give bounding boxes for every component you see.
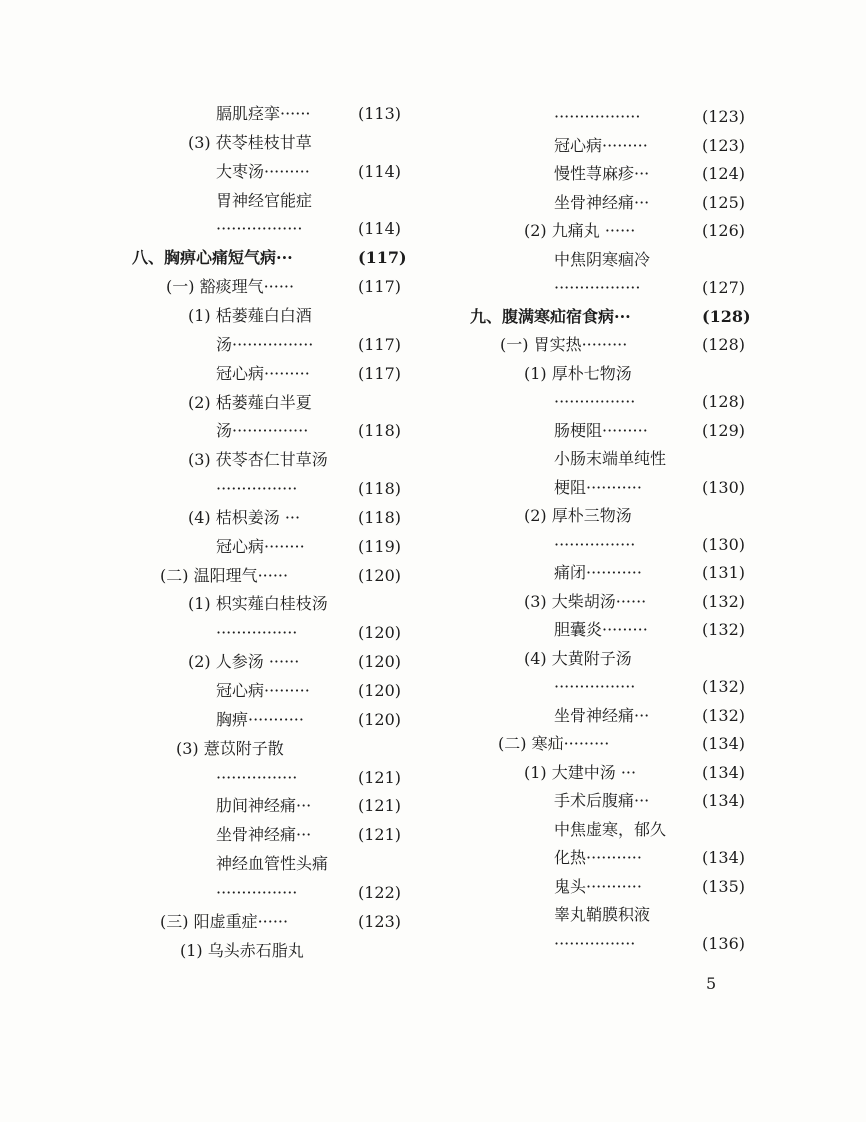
toc-entry [0,475,430,503]
toc-entry [430,189,866,217]
toc-entry [430,616,866,644]
toc-entry-page: (117) [358,248,407,268]
toc-entry [0,562,430,590]
toc-entry-page: (124) [702,164,746,183]
toc-entry [0,302,430,330]
toc-entry [0,158,430,186]
toc-entry [430,816,866,844]
toc-entry-title: (2) 厚朴三物汤 [524,506,632,525]
toc-entry-page: (128) [702,306,751,326]
toc-entry-title: ················ [216,882,298,902]
toc-entry-title: 大枣汤········· [216,161,310,181]
toc-entry-page: (128) [702,392,746,411]
toc-entry-title: 九、腹满寒疝宿食病··· [470,306,631,326]
toc-entry-title: (3) 薏苡附子散 [176,738,284,758]
toc-entry-page: (117) [358,363,402,383]
toc-entry-title: (2) 九痛丸 ······ [524,221,636,240]
toc-entry-page: (129) [702,420,746,440]
toc-entry-title: 坐骨神经痛··· [554,192,650,212]
toc-entry-title: 鬼头··········· [554,876,642,896]
toc-entry [430,132,866,160]
toc-entry-title: 梗阻··········· [554,477,642,497]
toc-entry-page: (114) [358,219,402,239]
toc-entry-page: (118) [358,421,402,441]
toc-entry-title: ················ [554,933,636,953]
toc-entry [430,160,866,188]
toc-entry-title: ················· [554,107,641,126]
toc-entry-page: (123) [702,107,746,126]
toc-entry-title: (二) 寒疝········· [498,734,610,753]
toc-entry-title: 痛闭··········· [554,563,642,582]
toc-entry [0,792,430,820]
toc-entry [430,787,866,815]
toc-entry [430,559,866,587]
toc-entry [0,908,430,936]
toc-entry-title: 神经血管性头痛 [216,854,329,874]
toc-entry-page: (113) [358,104,402,123]
toc-entry-page: (121) [358,796,402,816]
toc-entry-page: (128) [702,335,746,354]
toc-entry [430,502,866,530]
toc-entry-title: 化热··········· [554,848,642,867]
toc-entry-title: ················· [554,278,641,297]
toc-entry [430,417,866,445]
toc-entry-title: ················ [216,623,298,643]
toc-entry [0,417,430,445]
toc-entry-title: (2) 栝蒌薤白半夏 [188,392,312,412]
toc-entry [0,244,430,272]
toc-entry-page: (135) [702,876,746,896]
toc-entry [0,937,430,965]
toc-entry [430,303,866,331]
toc-entry-page: (136) [702,933,746,953]
toc-entry-title: 肠梗阻········· [554,420,648,440]
toc-entry-title: 冠心病········ [216,536,305,556]
toc-entry-page: (134) [702,762,746,782]
toc-entry-page: (117) [358,277,402,297]
toc-entry-title: (二) 温阳理气······ [160,565,289,585]
toc-entry-page: (119) [358,536,402,556]
toc-entry-title: 胆囊炎········· [554,620,648,639]
toc-entry-title: ················ [216,767,298,787]
toc-entry-page: (120) [358,652,402,672]
toc-entry [430,445,866,473]
toc-entry-page: (134) [702,791,746,810]
toc-entry [0,706,430,734]
toc-entry [430,702,866,730]
toc-entry-page: (118) [358,507,402,527]
toc-entry [0,677,430,705]
toc-entry [430,759,866,787]
toc-entry-title: 膈肌痉挛······ [216,104,311,123]
toc-entry-page: (134) [702,734,746,753]
toc-entry-title: (1) 厚朴七物汤 [524,363,632,383]
toc-entry [430,531,866,559]
toc-entry [430,360,866,388]
toc-entry [0,187,430,215]
toc-entry-title: ················ [554,534,636,554]
toc-entry [0,446,430,474]
toc-entry [0,273,430,301]
toc-entry-title: 坐骨神经痛··· [216,825,312,845]
toc-entry-page: (130) [702,477,746,497]
toc-entry [0,764,430,792]
toc-entry-title: 胸痹··········· [216,709,304,729]
toc-entry [430,645,866,673]
toc-entry-page: (123) [702,135,746,155]
toc-entry [430,331,866,359]
toc-entry-title: ················ [554,392,636,411]
toc-entry [430,246,866,274]
toc-entry [430,103,866,131]
toc-entry-page: (123) [358,911,402,931]
toc-entry [430,901,866,929]
toc-entry-title: (3) 茯苓杏仁甘草汤 [188,450,328,470]
toc-entry-title: 手术后腹痛··· [554,791,650,810]
toc-entry-title: 胃神经官能症 [216,190,313,210]
toc-entry-page: (125) [702,192,746,212]
toc-entry-page: (126) [702,221,746,240]
toc-entry-title: ················· [216,219,303,239]
toc-entry [0,879,430,907]
toc-entry [430,274,866,302]
toc-entry-title: 坐骨神经痛··· [554,705,650,725]
toc-entry-title: 冠心病········· [216,681,310,700]
toc-entry-title: 汤··············· [216,421,309,441]
toc-entry [430,730,866,758]
toc-entry-title: 慢性荨麻疹··· [554,164,650,183]
toc-entry-title: (1) 栝蒌薤白白酒 [188,305,312,325]
toc-entry-page: (131) [702,563,746,582]
toc-entry-title: (三) 阳虚重症······ [160,911,289,931]
toc-entry [430,388,866,416]
toc-entry [0,735,430,763]
toc-entry-title: 中焦虚寒，郁久 [554,819,667,839]
toc-entry-title: (2) 人参汤 ······ [188,652,300,672]
toc-entry [0,129,430,157]
toc-entry-title: 汤················ [216,334,314,354]
toc-entry-page: (132) [702,677,746,696]
toc-entry-page: (121) [358,825,402,845]
toc-entry-title: 中焦阴寒痼冷 [554,249,651,269]
page-number: 5 [706,974,717,993]
toc-entry-title: (1) 大建中汤 ··· [524,762,637,782]
toc-entry-title: 睾丸鞘膜积液 [554,905,651,924]
toc-entry [0,533,430,561]
toc-entry [0,504,430,532]
toc-entry [0,590,430,618]
toc-entry [0,360,430,388]
toc-entry-page: (132) [702,620,746,639]
toc-entry [430,673,866,701]
toc-entry-page: (121) [358,767,402,787]
toc-entry-page: (120) [358,623,402,643]
toc-entry [430,873,866,901]
toc-entry [0,331,430,359]
toc-entry-title: 八、胸痹心痛短气病··· [132,248,293,268]
toc-entry-title: 冠心病········· [554,135,648,155]
toc-entry-title: ················ [216,479,298,499]
toc-entry [0,821,430,849]
toc-entry-title: (3) 大柴胡汤······ [524,591,647,611]
toc-entry-title: (1) 乌头赤石脂丸 [180,940,304,960]
toc-entry-title: (1) 枳实薤白桂枝汤 [188,594,328,614]
toc-entry [0,215,430,243]
toc-entry [430,844,866,872]
toc-entry-title: 小肠末端单纯性 [554,449,667,468]
toc-entry-page: (118) [358,479,402,499]
toc-entry-title: 冠心病········· [216,363,310,383]
toc-entry-page: (120) [358,709,402,729]
toc-entry-page: (132) [702,705,746,725]
toc-entry-page: (120) [358,681,402,700]
toc-entry-title: (4) 桔枳姜汤 ··· [188,507,301,527]
toc-entry-title: (一) 胃实热········· [500,335,628,354]
toc-entry-page: (120) [358,565,402,585]
toc-entry-title: (一) 豁痰理气······ [166,277,295,297]
toc-entry-title: (4) 大黄附子汤 [524,648,632,668]
toc-entry [430,930,866,958]
toc-entry [0,850,430,878]
toc-entry [430,474,866,502]
toc-entry [430,588,866,616]
toc-entry [430,217,866,245]
toc-entry-page: (114) [358,161,402,181]
toc-entry-title: ················ [554,677,636,696]
toc-entry [0,648,430,676]
toc-entry-page: (117) [358,334,402,354]
toc-entry-page: (134) [702,848,746,867]
toc-entry [0,389,430,417]
toc-entry-title: (3) 茯苓桂枝甘草 [188,132,312,152]
toc-entry [0,100,430,128]
toc-entry-page: (127) [702,278,746,297]
toc-entry-page: (122) [358,882,402,902]
toc-entry [0,619,430,647]
toc-entry-title: 肋间神经痛··· [216,796,312,816]
toc-entry-page: (132) [702,591,746,611]
toc-entry-page: (130) [702,534,746,554]
